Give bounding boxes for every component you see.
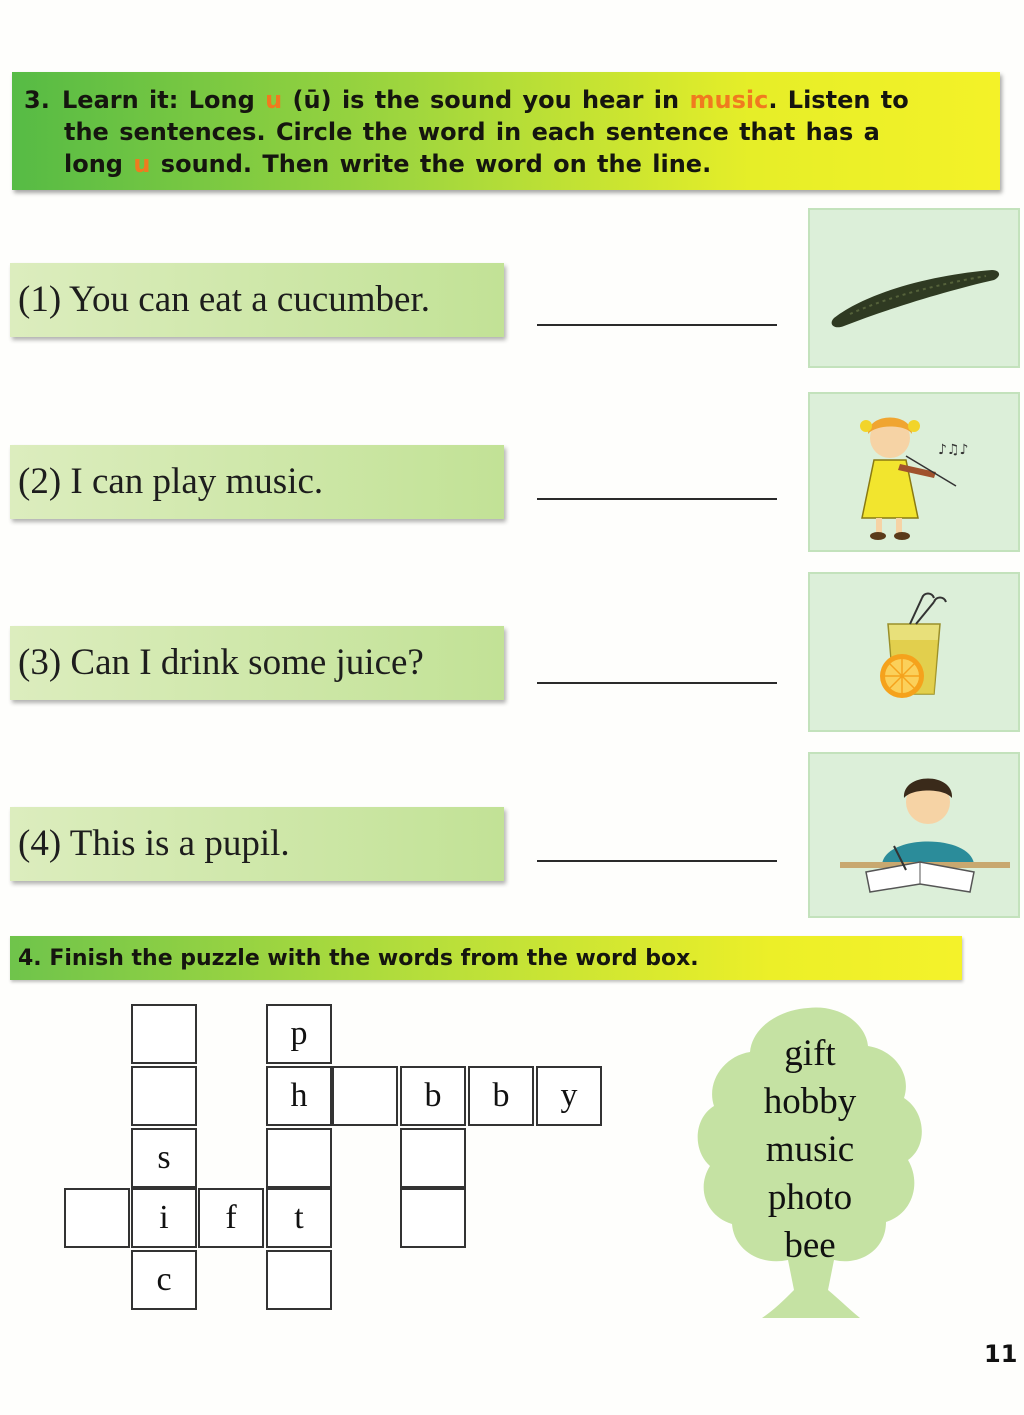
puzzle-cell-empty[interactable] (131, 1004, 197, 1064)
sentence-1: (1) You can eat a cucumber. (10, 263, 504, 337)
puzzle-cell-c: c (131, 1250, 197, 1310)
word-bee: bee (784, 1225, 836, 1266)
puzzle-cell-h: h (266, 1066, 332, 1126)
puzzle-cell-b: b (400, 1066, 466, 1126)
page-number: 11 (984, 1340, 1018, 1368)
letter-u: u (133, 150, 151, 178)
answer-line-2[interactable] (537, 498, 777, 500)
puzzle-cell-empty[interactable] (266, 1250, 332, 1310)
puzzle-cell-empty[interactable] (332, 1066, 398, 1126)
picture-girl-violin (808, 392, 1020, 552)
juice-glass-icon (810, 574, 1022, 734)
letter-u: u (265, 86, 283, 114)
answer-line-3[interactable] (537, 682, 777, 684)
cucumber-icon (810, 210, 1022, 370)
puzzle-cell-empty[interactable] (131, 1066, 197, 1126)
section-3-instructions: 3. Learn it: Long u (ū) is the sound you hear in music. Listen to the sentences. Circle the word in each sentence that has a long u sound. Then write the word on the line. (24, 86, 909, 178)
puzzle-cell-empty[interactable] (266, 1128, 332, 1188)
boy-pupil-icon (810, 754, 1022, 920)
puzzle-cell-f: f (198, 1188, 264, 1248)
picture-pupil (808, 752, 1020, 918)
puzzle-cell-s: s (131, 1128, 197, 1188)
word-box (730, 1030, 890, 1270)
answer-line-1[interactable] (537, 324, 777, 326)
puzzle-cell-p: p (266, 1004, 332, 1064)
word-photo: photo (767, 1177, 853, 1218)
word-gift: gift (784, 1033, 836, 1074)
section-4-header: 4. Finish the puzzle with the words from the word box. (10, 936, 962, 980)
puzzle-cell-i: i (131, 1188, 197, 1248)
svg-text:♪♫♪: ♪♫♪ (938, 442, 969, 458)
section-number: 3. (24, 86, 50, 114)
puzzle-cell-empty[interactable] (400, 1188, 466, 1248)
girl-violin-icon (810, 394, 1022, 554)
answer-line-4[interactable] (537, 860, 777, 862)
sentence-2: (2) I can play music. (10, 445, 504, 519)
word-music: music (689, 86, 769, 114)
puzzle-cell-t: t (266, 1188, 332, 1248)
sentence-3: (3) Can I drink some juice? (10, 626, 504, 700)
puzzle-cell-y: y (536, 1066, 602, 1126)
sentence-4: (4) This is a pupil. (10, 807, 504, 881)
puzzle-cell-empty[interactable] (400, 1128, 466, 1188)
puzzle-cell-b: b (468, 1066, 534, 1126)
word-music: music (765, 1129, 855, 1170)
word-hobby: hobby (763, 1081, 857, 1122)
picture-juice (808, 572, 1020, 732)
picture-cucumber (808, 208, 1020, 368)
section-3-header (12, 72, 1000, 190)
puzzle-cell-empty[interactable] (64, 1188, 130, 1248)
